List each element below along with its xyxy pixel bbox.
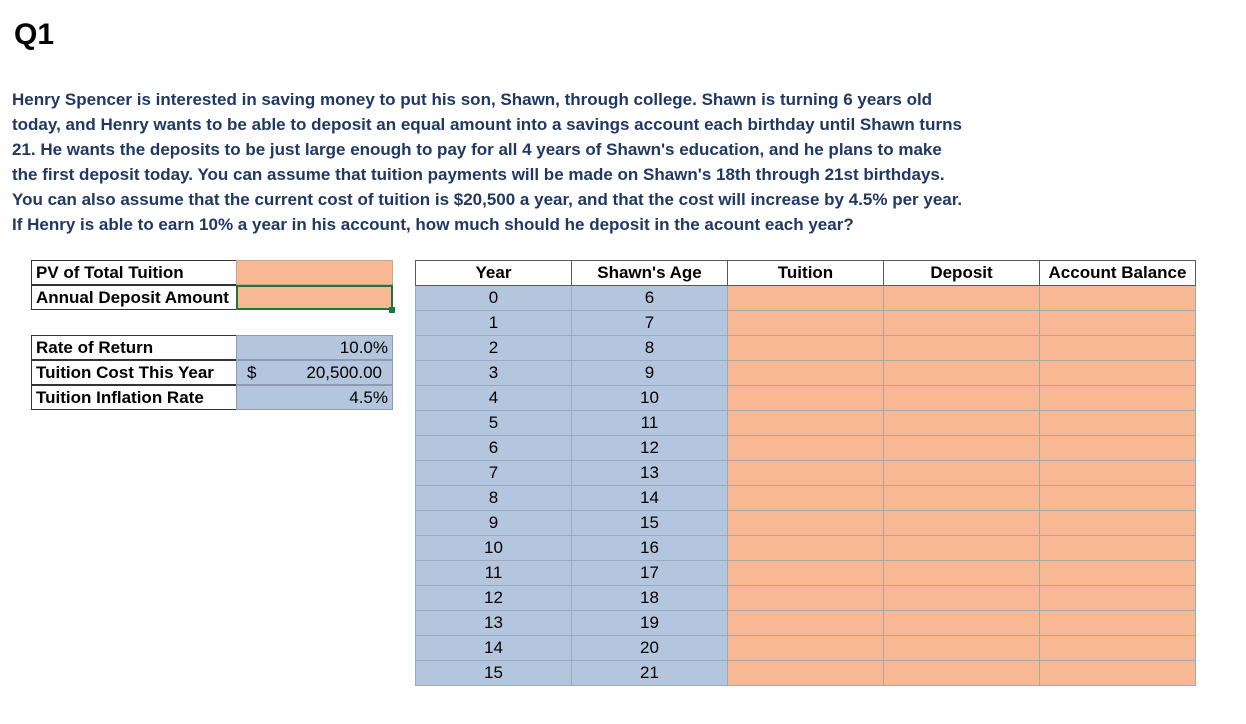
age-cell[interactable]: 11 — [572, 411, 728, 436]
tuition-cell[interactable] — [728, 311, 884, 336]
year-cell[interactable]: 2 — [416, 336, 572, 361]
age-cell[interactable]: 15 — [572, 511, 728, 536]
table-row — [416, 461, 1196, 486]
balance-cell[interactable] — [1040, 336, 1196, 361]
age-cell[interactable]: 21 — [572, 661, 728, 686]
savings-schedule-table — [415, 260, 1196, 686]
balance-cell[interactable] — [1040, 311, 1196, 336]
deposit-cell[interactable] — [884, 436, 1040, 461]
tuition-cell[interactable] — [728, 436, 884, 461]
tuition-cell[interactable] — [728, 536, 884, 561]
age-cell[interactable]: 14 — [572, 486, 728, 511]
problem-line: If Henry is able to earn 10% a year in his account, how much should he deposit in the acount each year? — [12, 215, 854, 234]
rate-of-return-label: Rate of Return — [31, 335, 237, 360]
deposit-cell[interactable] — [884, 636, 1040, 661]
header-account-balance: Account Balance — [1040, 261, 1196, 286]
age-cell[interactable]: 7 — [572, 311, 728, 336]
deposit-cell[interactable] — [884, 561, 1040, 586]
problem-line: the first deposit today. You can assume that tuition payments will be made on Shawn's 18th through 21st birthdays. — [12, 165, 945, 184]
header-age: Shawn's Age — [572, 261, 728, 286]
year-cell[interactable]: 14 — [416, 636, 572, 661]
table-header-row — [416, 261, 1196, 286]
table-row — [416, 311, 1196, 336]
tuition-cell[interactable] — [728, 586, 884, 611]
tuition-cell[interactable] — [728, 486, 884, 511]
tuition-cost-label: Tuition Cost This Year — [31, 360, 237, 385]
balance-cell[interactable] — [1040, 361, 1196, 386]
problem-line: Henry Spencer is interested in saving money to put his son, Shawn, through college. Shawn is turning 6 years old — [12, 90, 933, 109]
year-cell[interactable]: 13 — [416, 611, 572, 636]
balance-cell[interactable] — [1040, 436, 1196, 461]
balance-cell[interactable] — [1040, 386, 1196, 411]
table-row — [416, 511, 1196, 536]
table-row — [416, 661, 1196, 686]
deposit-cell[interactable] — [884, 461, 1040, 486]
problem-line: today, and Henry wants to be able to deposit an equal amount into a savings account each birthday until Shawn turns — [12, 115, 962, 134]
year-cell[interactable]: 5 — [416, 411, 572, 436]
year-cell[interactable]: 3 — [416, 361, 572, 386]
problem-line: You can also assume that the current cost of tuition is $20,500 a year, and that the cost will increase by 4.5% per year. — [12, 190, 963, 209]
problem-line: 21. He wants the deposits to be just large enough to pay for all 4 years of Shawn's education, and he plans to make — [12, 140, 942, 159]
sheet-title: Q1 — [14, 18, 55, 51]
tuition-cell[interactable] — [728, 611, 884, 636]
balance-cell[interactable] — [1040, 536, 1196, 561]
year-cell[interactable]: 9 — [416, 511, 572, 536]
pv-total-tuition-cell[interactable] — [236, 260, 393, 285]
year-cell[interactable]: 0 — [416, 286, 572, 311]
tuition-inflation-label: Tuition Inflation Rate — [31, 385, 237, 410]
header-deposit: Deposit — [884, 261, 1040, 286]
header-year: Year — [416, 261, 572, 286]
age-cell[interactable]: 20 — [572, 636, 728, 661]
balance-cell[interactable] — [1040, 286, 1196, 311]
balance-cell[interactable] — [1040, 611, 1196, 636]
fill-handle[interactable] — [389, 307, 395, 313]
year-cell[interactable]: 1 — [416, 311, 572, 336]
age-cell[interactable]: 18 — [572, 586, 728, 611]
table-row — [416, 286, 1196, 311]
tuition-cell[interactable] — [728, 286, 884, 311]
deposit-cell[interactable] — [884, 511, 1040, 536]
table-row — [416, 611, 1196, 636]
year-cell[interactable]: 7 — [416, 461, 572, 486]
deposit-cell[interactable] — [884, 386, 1040, 411]
age-cell[interactable]: 8 — [572, 336, 728, 361]
tuition-cell[interactable] — [728, 336, 884, 361]
deposit-cell[interactable] — [884, 311, 1040, 336]
tuition-cell[interactable] — [728, 561, 884, 586]
pv-total-tuition-label: PV of Total Tuition — [31, 260, 237, 285]
age-cell[interactable]: 13 — [572, 461, 728, 486]
table-row — [416, 636, 1196, 661]
table-row — [416, 486, 1196, 511]
year-cell[interactable]: 12 — [416, 586, 572, 611]
table-row — [416, 536, 1196, 561]
tuition-cell[interactable] — [728, 361, 884, 386]
deposit-cell[interactable] — [884, 536, 1040, 561]
balance-cell[interactable] — [1040, 511, 1196, 536]
balance-cell[interactable] — [1040, 411, 1196, 436]
year-cell[interactable]: 15 — [416, 661, 572, 686]
age-cell[interactable]: 12 — [572, 436, 728, 461]
header-tuition: Tuition — [728, 261, 884, 286]
year-cell[interactable]: 4 — [416, 386, 572, 411]
annual-deposit-cell[interactable] — [236, 285, 393, 310]
age-cell[interactable]: 6 — [572, 286, 728, 311]
deposit-cell[interactable] — [884, 486, 1040, 511]
table-row — [416, 386, 1196, 411]
balance-cell[interactable] — [1040, 636, 1196, 661]
problem-statement — [12, 87, 1022, 237]
tuition-cell[interactable] — [728, 636, 884, 661]
balance-cell[interactable] — [1040, 461, 1196, 486]
deposit-cell[interactable] — [884, 661, 1040, 686]
balance-cell[interactable] — [1040, 661, 1196, 686]
tuition-inflation-cell[interactable]: 4.5% — [236, 385, 393, 410]
annual-deposit-label: Annual Deposit Amount — [31, 285, 237, 310]
age-cell[interactable]: 10 — [572, 386, 728, 411]
deposit-cell[interactable] — [884, 361, 1040, 386]
tuition-cell[interactable] — [728, 461, 884, 486]
table-row — [416, 586, 1196, 611]
age-cell[interactable]: 19 — [572, 611, 728, 636]
table-row — [416, 361, 1196, 386]
age-cell[interactable]: 17 — [572, 561, 728, 586]
tuition-cell[interactable] — [728, 511, 884, 536]
rate-of-return-cell[interactable]: 10.0% — [236, 335, 393, 360]
deposit-cell[interactable] — [884, 411, 1040, 436]
age-cell[interactable]: 9 — [572, 361, 728, 386]
tuition-cost-value: 20,500.00 — [306, 363, 382, 382]
deposit-cell[interactable] — [884, 336, 1040, 361]
balance-cell[interactable] — [1040, 561, 1196, 586]
table-row — [416, 411, 1196, 436]
deposit-cell[interactable] — [884, 286, 1040, 311]
year-cell[interactable]: 11 — [416, 561, 572, 586]
table-row — [416, 561, 1196, 586]
tuition-cell[interactable] — [728, 661, 884, 686]
tuition-cell[interactable] — [728, 411, 884, 436]
table-row — [416, 336, 1196, 361]
balance-cell[interactable] — [1040, 586, 1196, 611]
tuition-cost-cell[interactable] — [236, 360, 393, 385]
year-cell[interactable]: 8 — [416, 486, 572, 511]
currency-symbol: $ — [247, 363, 257, 382]
table-row — [416, 436, 1196, 461]
deposit-cell[interactable] — [884, 586, 1040, 611]
age-cell[interactable]: 16 — [572, 536, 728, 561]
year-cell[interactable]: 10 — [416, 536, 572, 561]
deposit-cell[interactable] — [884, 611, 1040, 636]
tuition-cell[interactable] — [728, 386, 884, 411]
year-cell[interactable]: 6 — [416, 436, 572, 461]
balance-cell[interactable] — [1040, 486, 1196, 511]
